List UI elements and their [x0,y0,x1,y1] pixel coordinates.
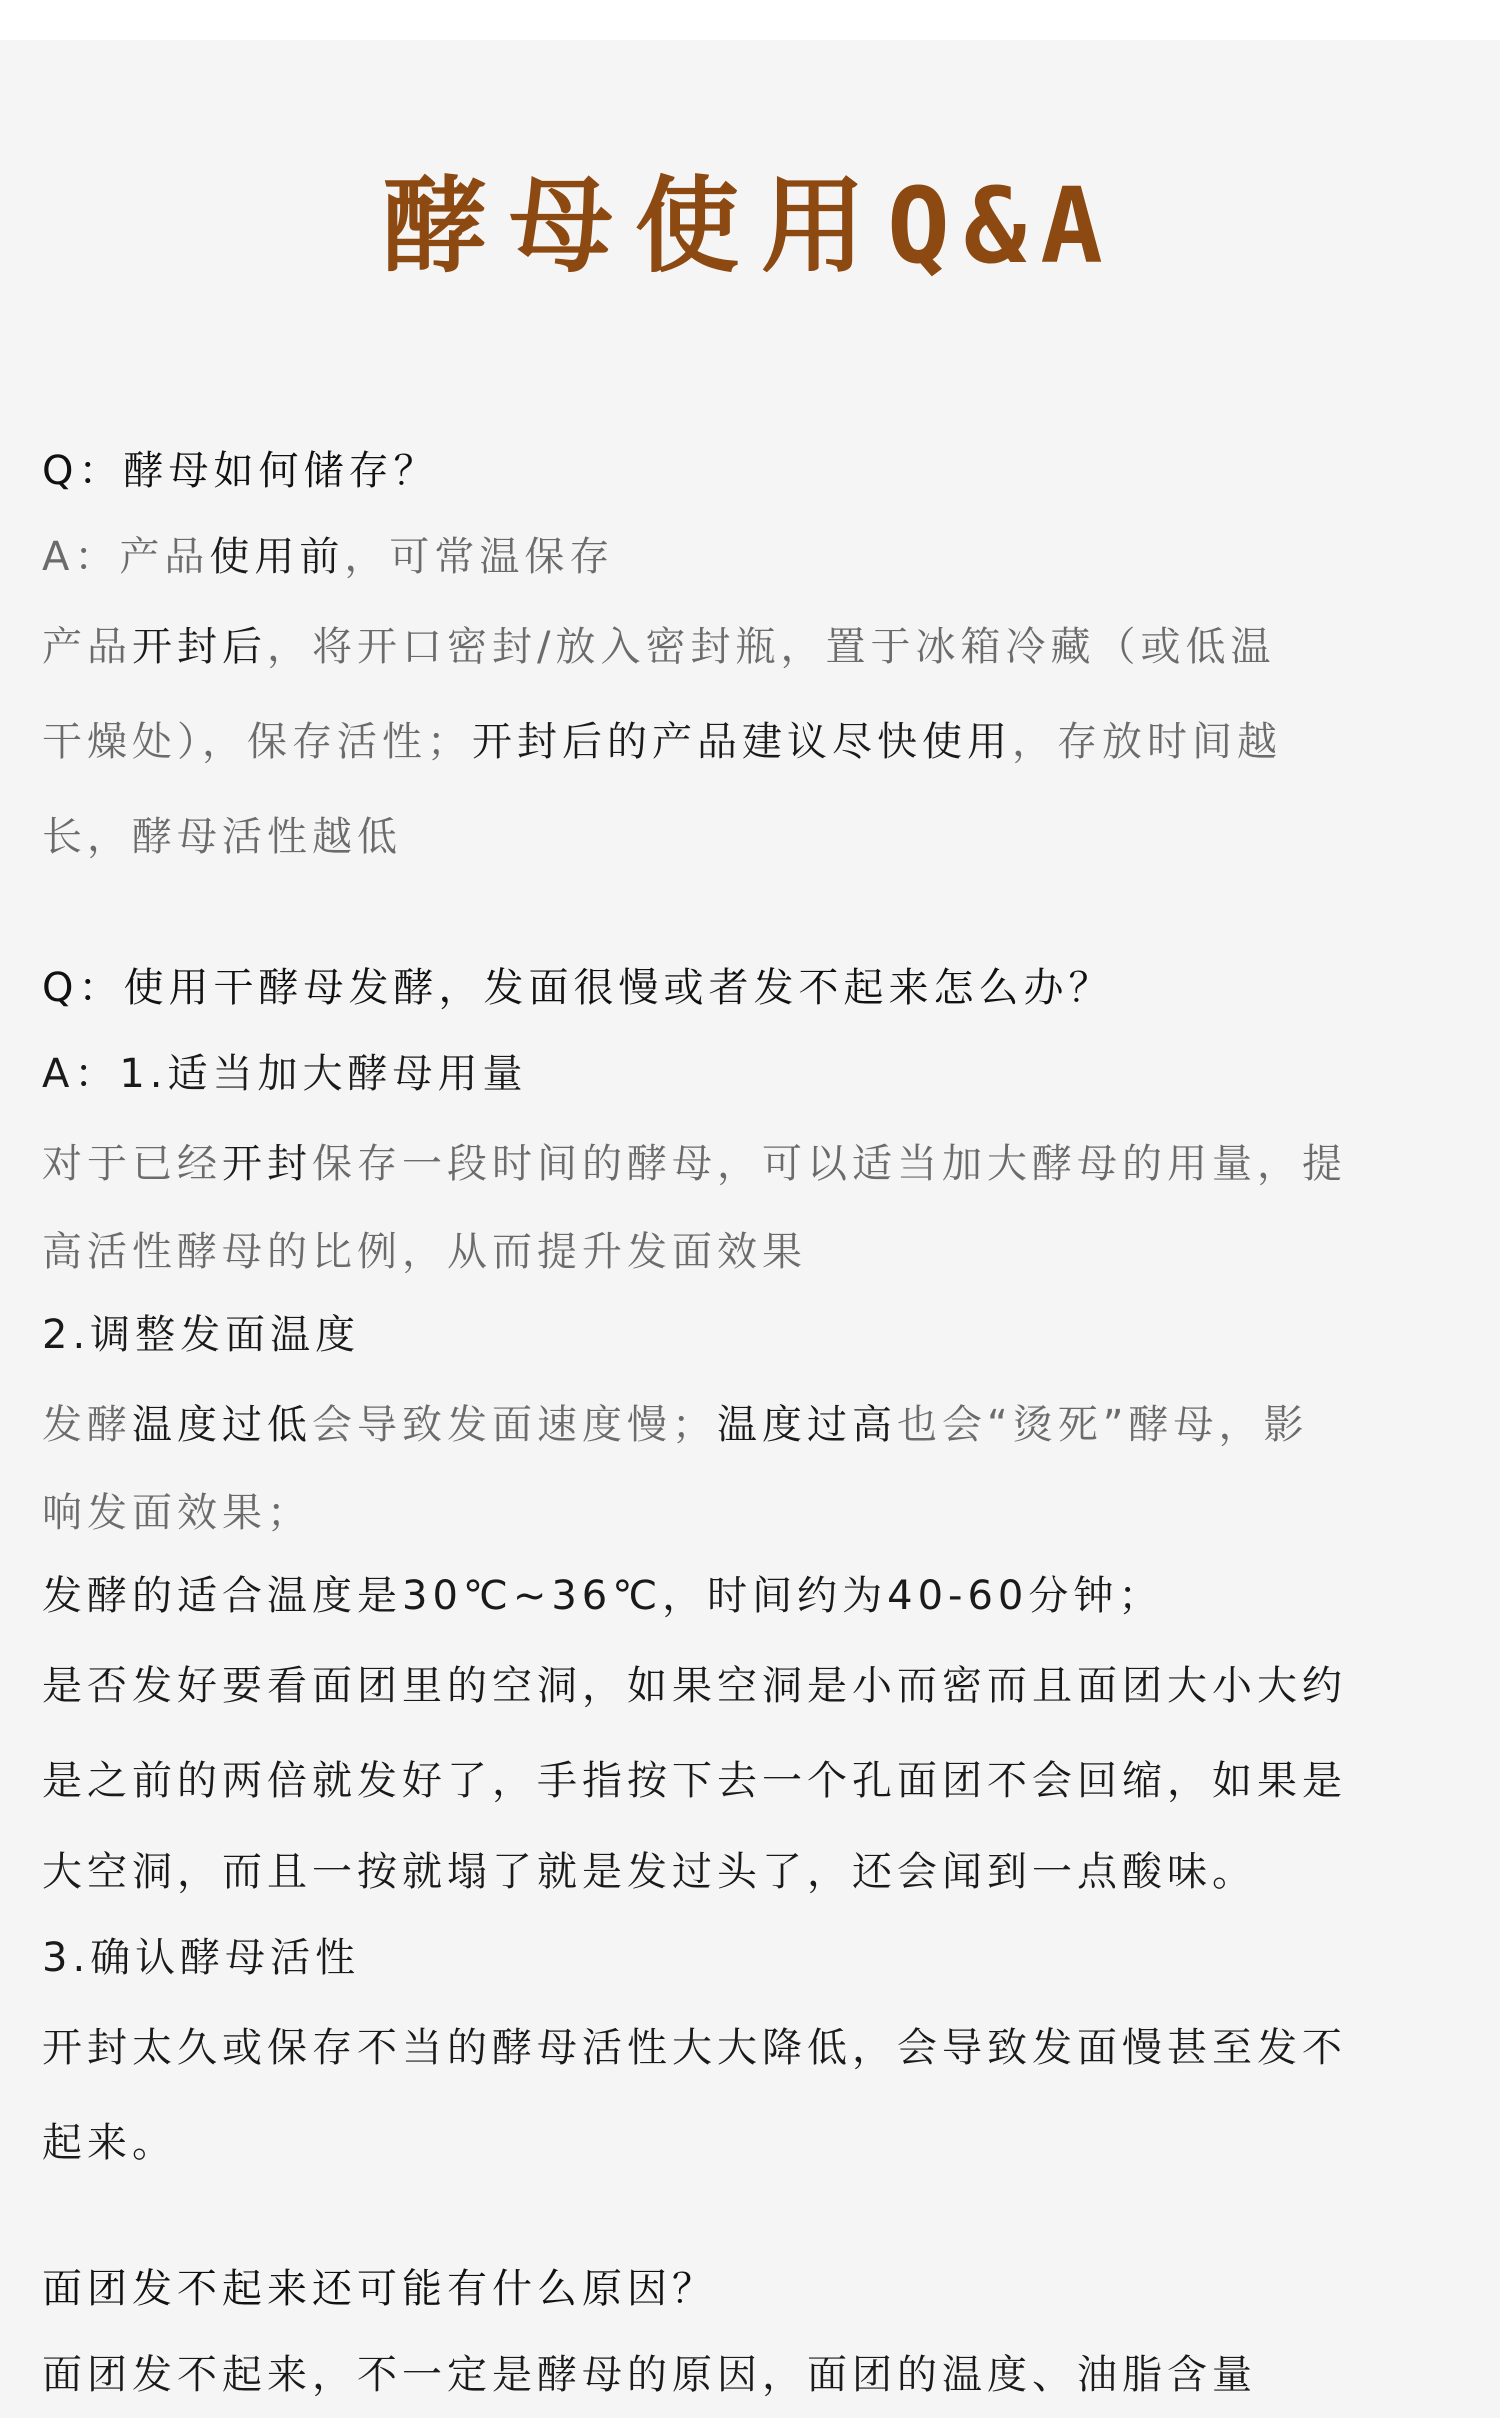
step-2-line-4: 是否发好要看面团里的空洞，如果空洞是小而密而且面团大小大约 [42,1663,1347,1709]
storage-answer-prefix: A：产品 [42,534,210,580]
section-spacer-2 [42,2191,1462,2246]
storage-p1-b: 开封后 [132,624,267,670]
step-2-line-6: 大空洞，而且一按就塌了就是发过头了，还会闻到一点酸味。 [42,1849,1257,1895]
s2-l1-d: 温度过高 [717,1402,897,1448]
storage-p2-b: 开封后的产品建议尽快使用 [472,719,1012,765]
qa-storage-section [42,428,1462,885]
s1-l1-c: 保存一段时间的酵母，可以适当加大酵母的用量，提 [312,1141,1347,1187]
storage-paragraph-line-3: 长，酵母活性越低 [42,814,402,860]
storage-p2-c: ，存放时间越 [1012,719,1282,765]
other-question: 面团发不起来还可能有什么原因？ [42,2266,717,2312]
step-2-line-1 [42,1378,1462,1473]
section-spacer [42,885,1462,945]
page-title [0,166,1500,286]
storage-paragraph-line-1 [42,600,1462,695]
storage-paragraph-line-2 [42,695,1462,790]
s2-l1-e: 也会“烫死”酵母，影 [897,1402,1309,1448]
top-strip [0,0,1500,40]
qa-other-section [42,2246,1462,2418]
storage-question: Q：酵母如何储存？ [42,448,439,494]
title-cjk: 酵母使用 [383,164,888,287]
dry-yeast-question: Q：使用干酵母发酵，发面很慢或者发不起来怎么办？ [42,965,1114,1011]
qa-page [0,40,1500,2398]
storage-p2-a: 干燥处），保存活性； [42,719,472,765]
other-partial-line: 面团发不起来，不一定是酵母的原因，面团的温度、油脂含量 [42,2352,1257,2398]
storage-p1-c: ，将开口密封/放入密封瓶，置于冰箱冷藏（或低温 [267,624,1276,670]
storage-answer-suffix: ，可常温保存 [344,534,615,580]
storage-answer-bold: 使用前 [209,534,345,580]
step-3-line-2: 起来。 [42,2120,177,2166]
s2-l1-c: 会导致发面速度慢； [312,1402,717,1448]
s2-l1-a: 发酵 [42,1402,132,1448]
title-latin: Q&A [887,165,1117,287]
step-1-heading: A：1.适当加大酵母用量 [42,1051,528,1097]
step-3-line-1: 开封太久或保存不当的酵母活性大大降低，会导致发面慢甚至发不 [42,2025,1347,2071]
s1-l1-b: 开封 [222,1141,312,1187]
s2-l1-b: 温度过低 [132,1402,312,1448]
step-3-heading: 3.确认酵母活性 [42,1935,361,1981]
qa-dry-yeast-section [42,945,1462,2191]
qa-content [42,428,1462,2418]
storage-p1-a: 产品 [42,624,132,670]
step-2-line-5: 是之前的两倍就发好了，手指按下去一个孔面团不会回缩，如果是 [42,1758,1347,1804]
step-1-line-1 [42,1117,1462,1212]
storage-answer-intro [42,514,1462,600]
s1-l1-a: 对于已经 [42,1141,222,1187]
step-1-line-2: 高活性酵母的比例，从而提升发面效果 [42,1229,807,1275]
step-2-heading: 2.调整发面温度 [42,1312,361,1358]
step-2-line-2: 响发面效果； [42,1490,312,1536]
step-2-line-3: 发酵的适合温度是30℃~36℃，时间约为40-60分钟； [42,1573,1164,1619]
